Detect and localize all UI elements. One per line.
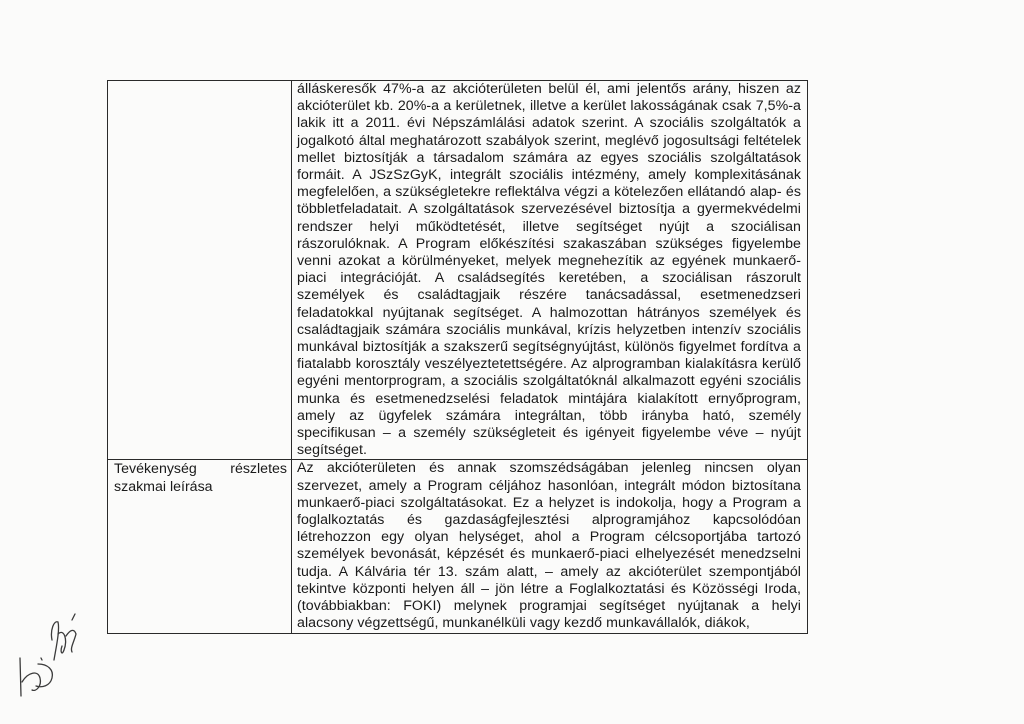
empty-label-cell [108,81,292,460]
handwritten-signature-icon [12,600,122,710]
activity-description-cell [292,460,808,633]
project-description-table [107,80,808,634]
activity-description-paragraph: Az akcióterületen és annak szomszédságában jelenleg nincsen olyan szervezet, amely a Program céljához hasonlóan, integrált módon biztosítana munkaerő-piaci szolgáltatásokat. Ez a helyzet is indokolja, hogy a Program a foglalkoztatás és gazdaságfejlesztési alprogramjához kapcsolódóan létrehozzon egy olyan helységet, ahol a Program célcsoportjába tartozó személyek bevonását, képzését és munkaerő-piaci elhelyezését menedzselni tudja. A Kálvária tér 13. szám alatt, – amely az akcióterület szempontjából tekintve központi helyen áll – jön létre a Foglalkoztatási és Közösségi Iroda, (továbbiakban: FOKI) melynek programjai segítséget nyújtanak a helyi alacsony végzettségű, munkanélküli vagy kezdő munkavállalók, diákok, [297,460,801,632]
table-row [108,81,808,460]
continued-text-cell [292,81,808,460]
continued-paragraph: álláskeresők 47%-a az akcióterületen belül él, ami jelentős arány, hiszen az akcióterület kb. 20%-a a kerületnek, illetve a kerület lakosságának csak 7,5%-a lakik itt a 2011. évi Népszámlálási adatok szerint. A szociális szolgáltatók a jogalkotó által meghatározott szabályok szerint, meglévő jogosultsági feltételek mellet biztosítják a társadalom számára az egyes szociális szolgáltatások formáit. A JSzSzGyK, integrált szociális intézmény, amely komplexitásának megfelelően, a szükségletekre reflektálva végzi a kötelezően ellátandó alap- és többletfeladatait. A szolgáltatások szervezésével biztosítja a gyermekvédelmi rendszer helyi működtetését, illetve segítséget nyújt a szociálisan rászorulóknak. A Program előkészítési szakaszában szükséges figyelembe venni azokat a körülményeket, melyek megnehezítik az egyének munkaerő-piaci integrációját. A családsegítés keretében, a szociálisan rászorult személyek és családtagjaik részére tanácsadással, esetmenedzseri feladatokkal nyújtanak segítséget. A halmozottan hátrányos személyek és családtagjaik számára szociális munkával, krízis helyzetben intenzív szociális munkával biztosítják a szakszerű segítségnyújtást, különös figyelmet fordítva a fiatalabb korosztály veszélyeztetettségére. Az alprogramban kialakításra kerülő egyéni mentorprogram, a szociális szolgáltatóknál alkalmazott egyéni szociális munka és esetmenedzselési feladatok mintájára kialakított ernyőprogram, amely az ügyfelek számára integráltan, több irányba ható, személy specifikusan – a személy szükségleteit és igényeit figyelembe véve – nyújt segítséget. [297,81,801,459]
activity-label-cell [108,460,292,633]
label-line-2: szakmai leírása [114,478,213,495]
table-row [108,460,808,633]
label-word-2: részletes [230,461,287,478]
activity-label [114,461,287,495]
label-word-1: Tevékenység [114,461,197,478]
